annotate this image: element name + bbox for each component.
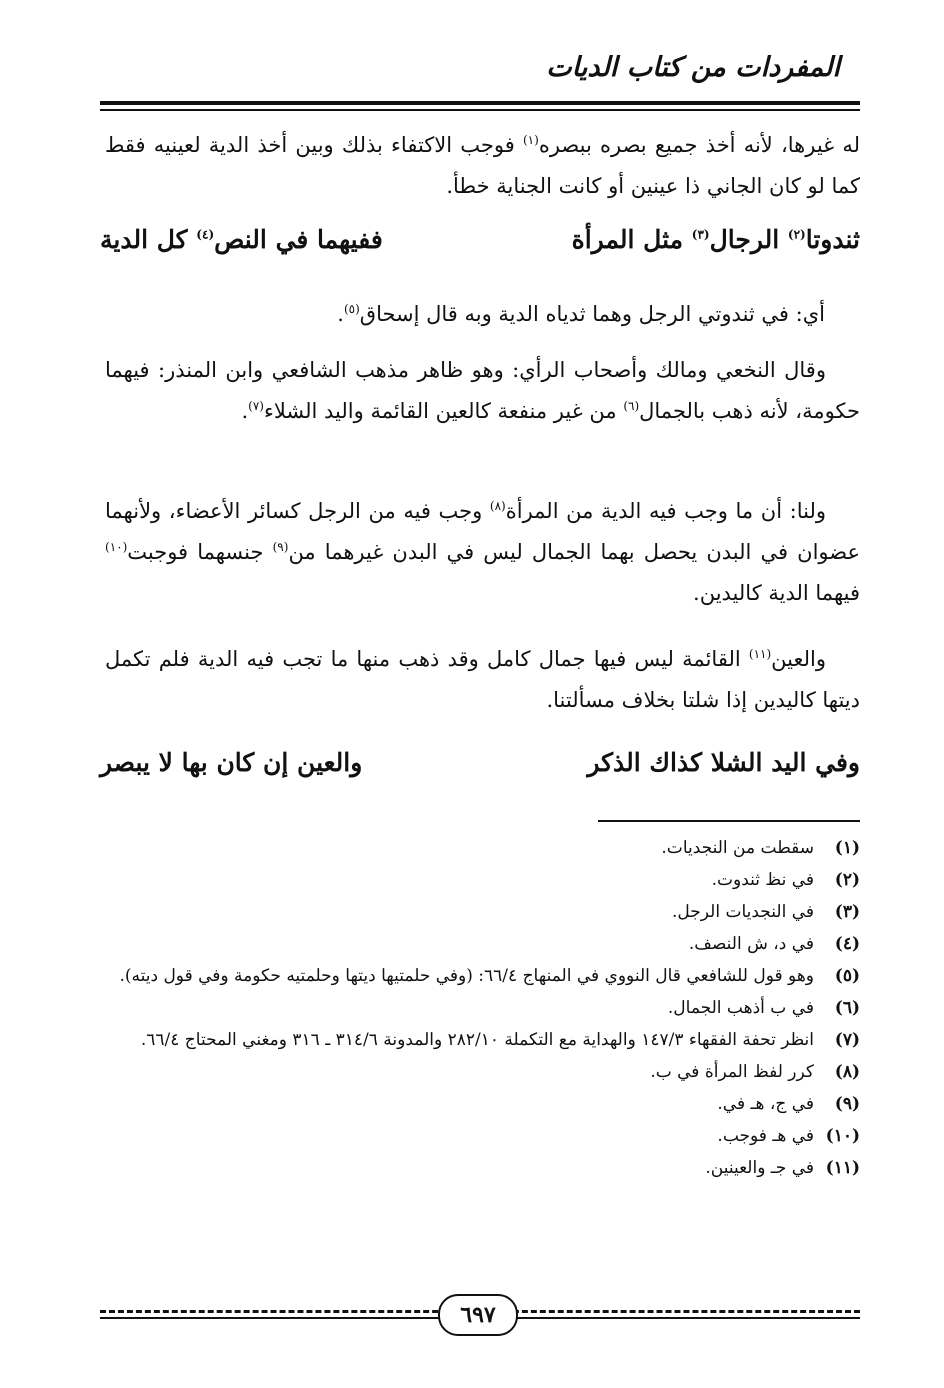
header-rule-thick: [100, 101, 860, 105]
footnote-text: في ب أذهب الجمال.: [667, 998, 814, 1018]
footnote-number: (١٠): [825, 1126, 860, 1146]
footnote-number: (١١): [825, 1158, 860, 1178]
verse-1-left-hemistich: ففيهما في النص$^{(٤)}$ كل الدية: [100, 225, 383, 254]
footnote-number: (٩): [834, 1094, 860, 1114]
paragraph-1-text-a: له غيرها، لأنه أخذ جميع بصره ببصره: [538, 133, 860, 157]
verse-line-1: [100, 225, 860, 254]
footnote-ref-3: (٣): [691, 227, 710, 242]
header-rule-thin: [100, 109, 860, 111]
running-head: المفردات من كتاب الديات: [546, 52, 840, 83]
footnote-number: (١): [834, 838, 860, 858]
footnote-item: [100, 896, 860, 928]
verse-2-right-hemistich: وفي اليد الشلا كذاك الذكر: [587, 748, 860, 777]
footnote-number: (٢): [834, 870, 860, 890]
footnote-number: (٣): [834, 902, 860, 922]
footnote-text: في ج، هـ في.: [717, 1094, 814, 1114]
footnote-text: في هـ فوجب.: [717, 1126, 814, 1146]
footnote-ref-1: (١): [522, 133, 539, 147]
footnote-item: [100, 1056, 860, 1088]
paragraph-4-text-a: ولنا: أن ما وجب فيه الدية من المرأة: [505, 499, 826, 523]
footnote-number: (٥): [834, 966, 860, 986]
footnote-item: [100, 928, 860, 960]
footnote-separator: [598, 820, 860, 822]
verse-line-2: [100, 748, 860, 777]
footnote-number: (٧): [834, 1030, 860, 1050]
paragraph-3-text-b: من غير منفعة كالعين القائمة واليد الشلاء: [263, 399, 624, 423]
footnote-ref-6: (٦): [623, 399, 640, 413]
paragraph-5-text-b: القائمة ليس فيها جمال كامل وقد ذهب منها ما تجب فيه الدية فلم تكمل ديتها كاليدين إذا شلتا بخلاف مسألتنا.: [105, 647, 860, 712]
footnote-ref-9: (٩): [272, 540, 289, 554]
footnotes-list: [100, 832, 860, 1184]
footnote-text: وهو قول للشافعي قال النووي في المنهاج ٦٦/٤: (وفي حلمتيها ديتها وحلمتيه حكومة وفي قول ديته).: [119, 966, 814, 986]
footnote-text: في نظ ثندوت.: [711, 870, 814, 890]
footnote-text: في جـ والعينين.: [705, 1158, 814, 1178]
paragraph-3: وقال النخعي ومالك وأصحاب الرأي: وهو ظاهر مذهب الشافعي وابن المنذر: فيهما حكومة، لأنه ذهب بالجمال$^{(٦)}$ من غير منفعة كالعين القائمة واليد الشلاء$^{(٧)}$.: [105, 358, 860, 423]
paragraph-5-text-a: والعين: [771, 647, 826, 671]
footnote-number: (٤): [834, 934, 860, 954]
footnote-text: كرر لفظ المرأة في ب.: [650, 1062, 814, 1082]
footnote-item: [100, 864, 860, 896]
footnote-item: [100, 992, 860, 1024]
footnote-ref-5: (٥): [343, 302, 360, 316]
verse-2-left-hemistich: والعين إن كان بها لا يبصر: [100, 748, 363, 777]
footnote-item: [100, 1120, 860, 1152]
paragraph-4: ولنا: أن ما وجب فيه الدية من المرأة$^{(٨)}$ وجب فيه من الرجل كسائر الأعضاء، ولأنهما عضوان في البدن يحصل بهما الجمال ليس في البدن غيرهما من$^{(٩)}$ جنسهما فوجبت$^{(١٠)}$ فيهما الدية كاليدين.: [105, 499, 861, 605]
footnote-ref-8: (٨): [489, 499, 506, 513]
paragraph-1-text-b: فوجب الاكتفاء بذلك وبين أخذ الدية لعينيه فقط كما لو كان الجاني ذا عينين أو كانت الجناية خطأ.: [105, 133, 860, 198]
footnote-ref-4: (٤): [196, 227, 215, 242]
footnote-text: سقطت من النجديات.: [661, 838, 814, 858]
footnote-ref-10: (١٠): [105, 540, 128, 554]
footnote-text: انظر تحفة الفقهاء ١٤٧/٣ والهداية مع التكملة ٢٨٢/١٠ والمدونة ٣١٤/٦ ـ ٣١٦ ومغني المحتاج ٦٦/٤.: [140, 1030, 814, 1050]
footnote-item: [100, 960, 860, 992]
footnote-text: في د، ش النصف.: [688, 934, 814, 954]
footnote-item: [100, 1088, 860, 1120]
footnote-number: (٦): [834, 998, 860, 1018]
footnote-item: [100, 1152, 860, 1184]
footnote-text: في النجديات الرجل.: [671, 902, 814, 922]
paragraph-4-text-b: وجب فيه من الرجل كسائر الأعضاء، ولأنهما عضوان في البدن يحصل بهما الجمال ليس في البدن غيرهما من: [105, 499, 861, 564]
footnote-ref-11: (١١): [748, 647, 772, 661]
verse-1-right-hemistich: ثندوتا$^{(٢)}$ الرجال$^{(٣)}$ مثل المرأة: [571, 225, 860, 254]
paragraph-2: أي: في ثندوتي الرجل وهما ثدياه الدية وبه قال إسحاق$^{(٥)}$.: [337, 302, 825, 326]
paragraph-5: [105, 639, 860, 721]
page-number: ٦٩٧: [438, 1294, 518, 1336]
footnote-ref-2: (٢): [787, 227, 806, 242]
paragraph-2-text-a: أي: في ثندوتي الرجل وهما ثدياه الدية وبه قال إسحاق: [359, 302, 825, 326]
footnote-number: (٨): [834, 1062, 860, 1082]
footnote-item: [100, 832, 860, 864]
footnote-item: [100, 1024, 860, 1056]
footnote-ref-7: (٧): [248, 399, 264, 413]
paragraph-1: [105, 125, 860, 207]
paragraph-3-text-a: وقال النخعي ومالك وأصحاب الرأي: وهو ظاهر مذهب الشافعي وابن المنذر: فيهما حكومة، لأنه ذهب بالجمال: [105, 358, 860, 423]
